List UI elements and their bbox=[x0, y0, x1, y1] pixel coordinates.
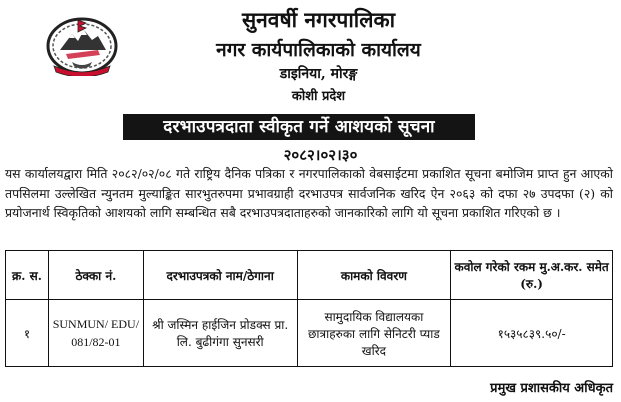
signatory-title: प्रमुख प्रशासकीय अधिकृत bbox=[490, 381, 613, 396]
contracts-table bbox=[5, 250, 613, 367]
cell-work-description: सामुदायिक विद्यालयका छात्राहरुका लागि सेनिटरी प्याड खरिद bbox=[297, 300, 451, 367]
notice-date: २०८२।०२।३० bbox=[283, 146, 358, 164]
notice-body: यस कार्यालयद्वारा मिति २०८२/०२/०८ गते राष्ट्रिय दैनिक पत्रिका र नगरपालिकाको वेबसाईटमा प्रकाशित सूचना बमोजिम प्राप्त हुन आएको तपसिलमा उल्लेखित न्युनतम मुल्याङ्कित सारभुतरुपमा प्रभावग्राही दरभाउपत्र सार्वजनिक खरिद ऐन २०६३ को दफा २७ उपदफा (२) को प्रयोजनार्थ स्विकृतिको आशयको लागि सम्बन्धित सबै दरभाउपत्रदाताहरुको जानकारिको लागि यो सूचना प्रकाशित गरिएको छ । bbox=[5, 166, 613, 220]
header-serial-number: क्र. स. bbox=[6, 251, 49, 300]
table-row bbox=[6, 300, 613, 367]
header-work-description: कामको विवरण bbox=[297, 251, 451, 300]
cell-serial-number: १ bbox=[6, 300, 49, 367]
header-bidder: दरभाउपत्रको नाम/ठेगाना bbox=[143, 251, 297, 300]
notice-title: दरभाउपत्रदाता स्वीकृत गर्ने आशयको सूचना bbox=[123, 114, 475, 140]
cell-bid-amount: १५३५८३९.५०/- bbox=[451, 300, 613, 367]
cell-contract-number: SUNMUN/ EDU/ 081/82-01 bbox=[48, 300, 143, 367]
province-name: कोशी प्रदेश bbox=[291, 89, 346, 104]
municipality-name: सुनवर्षी नगरपालिका bbox=[241, 7, 396, 32]
office-location: डाइनिया, मोरङ्ग bbox=[279, 66, 358, 82]
cell-bidder: श्री जस्मिन हाईजिन प्रोडक्स प्रा. लि. बुढीगंगा सुनसरी bbox=[143, 300, 297, 367]
header-bid-amount: कवोल गरेको रकम मु.अ.कर. समेत (रु.) bbox=[451, 251, 613, 300]
header-contract-number: ठेक्का नं. bbox=[48, 251, 143, 300]
table-header-row bbox=[6, 251, 613, 300]
office-name: नगर कार्यपालिकाको कार्यालय bbox=[216, 39, 421, 61]
